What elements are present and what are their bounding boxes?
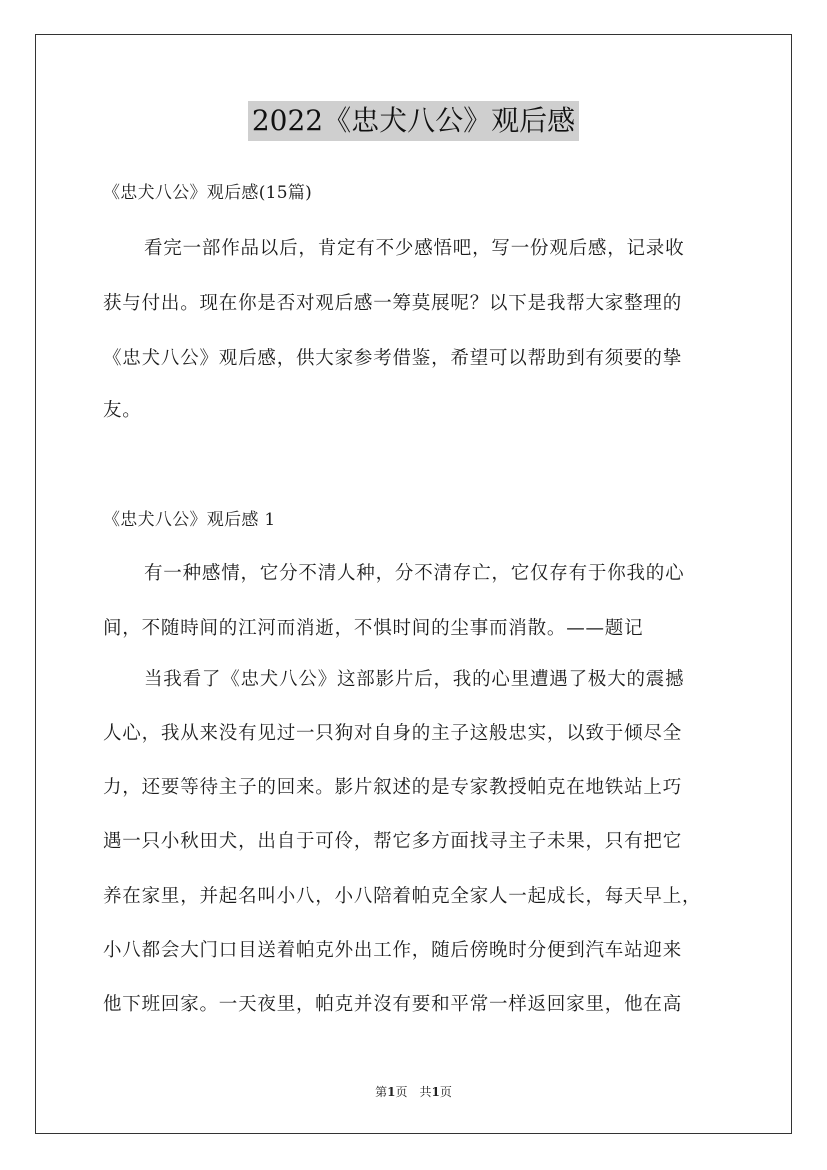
document-subtitle: 《忠犬八公》观后感(15篇) — [103, 183, 313, 203]
intro-line: 看完一部作品以后，肯定有不少感悟吧，写一份观后感，记录收 — [144, 238, 685, 259]
intro-line: 获与付出。现在你是否对观后感一筹莫展呢？以下是我帮大家整理的 — [103, 293, 683, 314]
paragraph-line: 间，不随時间的江河而消逝，不惧时间的尘事而消散。——题记 — [103, 618, 644, 639]
footer-page-number: 1 — [387, 1085, 396, 1099]
paragraph-line: 他下班回家。一天夜里，帕克并沒有要和平常一样返回家里，他在高 — [103, 994, 683, 1015]
intro-line: 《忠犬八公》观后感，供大家参考借鉴，希望可以帮助到有须要的挚 — [103, 348, 683, 369]
paragraph-line: 有一种感情，它分不清人种，分不清存亡，它仅存有于你我的心 — [144, 563, 685, 584]
paragraph-line: 人心，我从来没有见过一只狗对自身的主子这般忠实，以致于倾尽全 — [103, 723, 683, 744]
paragraph-line: 当我看了《忠犬八公》这部影片后，我的心里遭遇了极大的震撼 — [144, 669, 685, 690]
paragraph-line: 力，还要等待主子的回来。影片叙述的是专家教授帕克在地铁站上巧 — [103, 777, 683, 798]
document-title: 2022《忠犬八公》观后感 — [248, 101, 579, 141]
section-heading: 《忠犬八公》观后感 1 — [103, 510, 276, 530]
paragraph-line: 小八都会大门口目送着帕克外出工作，随后傍晚时分便到汽车站迎来 — [103, 940, 683, 961]
paragraph-line: 遇一只小秋田犬，出自于可伶，帮它多方面找寻主子未果，只有把它 — [103, 831, 683, 852]
footer-page-total: 1 — [431, 1085, 440, 1099]
intro-line: 友。 — [103, 400, 142, 421]
title-container — [0, 101, 827, 141]
paragraph-line: 养在家里，并起名叫小八，小八陪着帕克全家人一起成长，每天早上， — [103, 886, 702, 907]
page-footer — [0, 1083, 827, 1100]
footer-prefix: 第 — [375, 1085, 388, 1099]
footer-suffix: 页 — [439, 1085, 452, 1099]
footer-mid: 页 共 — [395, 1085, 432, 1099]
